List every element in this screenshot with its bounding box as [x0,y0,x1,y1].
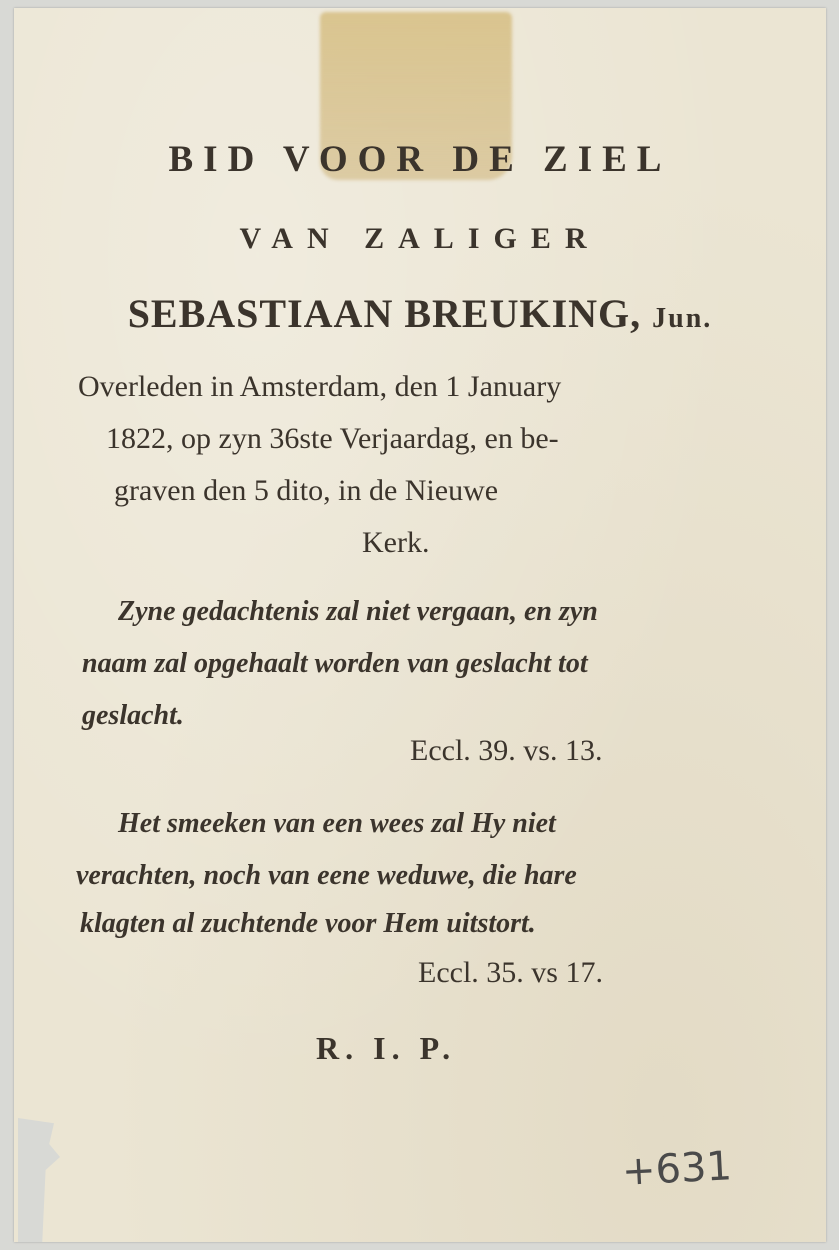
quote1-reference: Eccl. 39. vs. 13. [410,734,603,767]
death-line-1: Overleden in Amsterdam, den 1 January [78,370,562,403]
subheading: VAN ZALIGER [239,222,601,255]
death-line-3: graven den 5 dito, in de Nieuwe [114,474,499,507]
name-text: SEBASTIAAN BREUKING, [127,291,653,336]
heading: BID VOOR DE ZIEL [168,139,672,180]
quote1-line-3: geslacht. [82,700,184,731]
quote1-line-2: naam zal opgehaalt worden van geslacht tot [82,648,588,679]
death-line-4: Kerk. [362,526,430,559]
death-line-2: 1822, op zyn 36ste Verjaardag, en be- [106,422,559,455]
deceased-name [14,290,826,337]
torn-corner [18,1118,78,1242]
name-suffix: Jun. [652,303,713,334]
quote2-line-2: verachten, noch van eene weduwe, die hare [76,860,577,891]
quote2-reference: Eccl. 35. vs 17. [418,956,603,989]
quote2-line-1: Het smeeken van een wees zal Hy niet [118,808,556,839]
quote1-line-1: Zyne gedachtenis zal niet vergaan, en zyn [118,596,598,627]
rip-closing: R. I. P. [316,1030,457,1066]
memorial-card [14,8,826,1242]
quote2-line-3: klagten al zuchtende voor Hem uitstort. [80,908,536,939]
handwritten-number: +631 [620,1143,734,1195]
